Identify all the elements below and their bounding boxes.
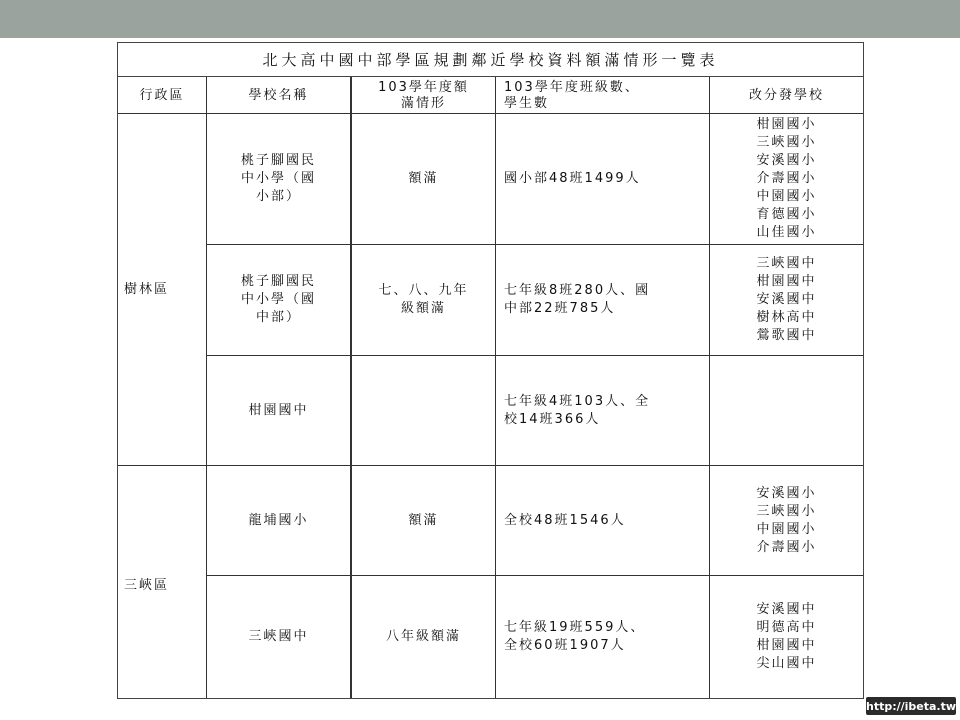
header-classes: 103學年度班級數、 學生數 [504,79,640,111]
data-table [117,42,864,699]
header-district: 行政區 [139,87,185,103]
table-cell-classes: 國小部48班1499人 [504,171,641,186]
table-cell-classes: 七年級4班103人、全 校14班366人 [504,393,651,427]
table-cell-status: 七、八、九年 級額滿 [378,283,469,316]
table-cell-classes: 七年級8班280人、國 中部22班785人 [504,283,651,316]
table-cell-status: 額滿 [408,512,439,528]
header-reassign: 改分發學校 [748,87,824,103]
table-cell-reassign: 安溪國小 三峽國小 中園國小 介壽國小 [756,485,817,555]
table-title: 北大高中國中部學區規劃鄰近學校資料額滿情形一覽表 [118,43,863,77]
table-cell-school: 桃子腳國民 中小學（國 中部） [240,274,316,325]
table-cell-school: 三峽國中 [248,629,309,644]
table-cell-status [352,356,495,465]
table-cell-classes: 全校48班1546人 [504,512,626,528]
district-cell: 三峽區 [124,577,170,593]
table-cell-status: 八年級額滿 [385,629,461,644]
watermark-url: http://ibeta.tw [866,697,956,715]
table-cell-classes: 七年級19班559人、 全校60班1907人 [504,620,646,653]
table-cell-status: 額滿 [408,171,439,186]
table-cell-school: 桃子腳國民 中小學（國 小部） [240,153,316,204]
table-cell-school: 柑園國中 [248,402,309,418]
table-cell-school: 龍埔國小 [248,512,309,528]
header-school: 學校名稱 [248,87,309,103]
header-status: 103學年度額 滿情形 [378,79,469,111]
district-cell: 樹林區 [124,281,170,297]
slide-header-bar [0,0,960,38]
table-cell-reassign: 安溪國中 明德高中 柑園國中 尖山國中 [756,602,817,671]
table-cell-reassign: 三峽國中 柑園國中 安溪國中 樹林高中 鶯歌國中 [756,256,817,343]
table-cell-reassign [710,356,863,465]
table-cell-reassign: 柑園國小 三峽國小 安溪國小 介壽國小 中園國小 育德國小 山佳國小 [756,117,817,240]
